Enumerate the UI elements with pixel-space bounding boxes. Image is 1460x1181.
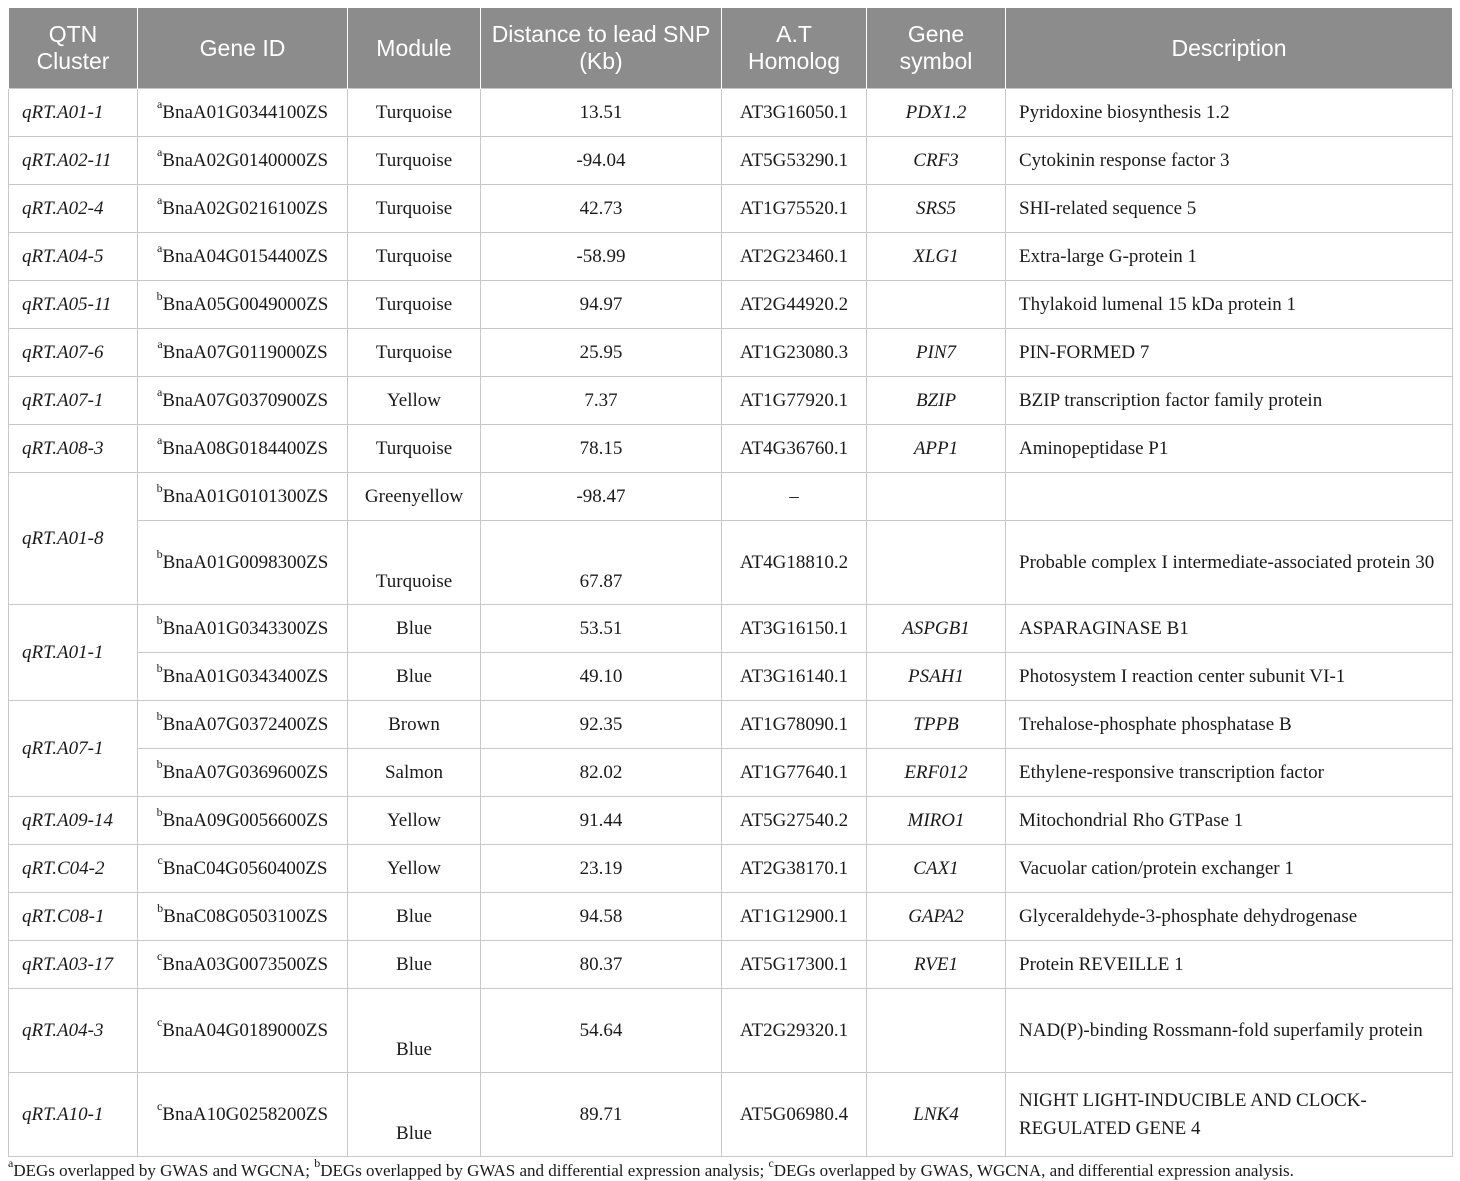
table-row bbox=[9, 797, 1453, 845]
gene-id: BnaA07G0119000ZS bbox=[162, 341, 328, 363]
cluster-cell: qRT.C04-2 bbox=[9, 845, 138, 893]
table-row bbox=[9, 653, 1453, 701]
symbol-cell bbox=[867, 521, 1006, 605]
description-cell: NIGHT LIGHT-INDUCIBLE AND CLOCK-REGULATED GENE 4 bbox=[1006, 1073, 1453, 1157]
header-cluster: QTN Cluster bbox=[9, 8, 138, 89]
distance-cell: 94.97 bbox=[481, 281, 722, 329]
module-cell: Yellow bbox=[348, 797, 481, 845]
cluster-cell: qRT.A02-4 bbox=[9, 185, 138, 233]
module-cell: Blue bbox=[348, 893, 481, 941]
gene-id-cell bbox=[138, 989, 348, 1073]
gene-superscript: a bbox=[156, 145, 163, 160]
gene-superscript: a bbox=[156, 97, 163, 112]
table-row bbox=[9, 185, 1453, 233]
gene-id-cell bbox=[138, 89, 348, 137]
description-cell: Aminopeptidase P1 bbox=[1006, 425, 1453, 473]
symbol-cell: SRS5 bbox=[867, 185, 1006, 233]
gene-id: BnaA08G0184400ZS bbox=[162, 437, 329, 459]
gene-id-cell bbox=[138, 377, 348, 425]
description-cell: Vacuolar cation/protein exchanger 1 bbox=[1006, 845, 1453, 893]
module-cell: Blue bbox=[348, 1073, 481, 1157]
gene-id-cell bbox=[138, 749, 348, 797]
symbol-cell: RVE1 bbox=[867, 941, 1006, 989]
module-cell: Turquoise bbox=[348, 329, 481, 377]
footnote-mark-a: a bbox=[8, 1156, 14, 1171]
homolog-cell: AT4G36760.1 bbox=[722, 425, 867, 473]
symbol-cell: PSAH1 bbox=[867, 653, 1006, 701]
gene-id-cell bbox=[138, 521, 348, 605]
footnote-b: DEGs overlapped by GWAS and differential expression analysis; bbox=[320, 1161, 769, 1180]
header-homolog: A.T Homolog bbox=[722, 8, 867, 89]
homolog-cell: AT2G44920.2 bbox=[722, 281, 867, 329]
cluster-cell: qRT.A07-1 bbox=[9, 701, 138, 797]
distance-cell: -94.04 bbox=[481, 137, 722, 185]
description-cell: Extra-large G-protein 1 bbox=[1006, 233, 1453, 281]
description-cell bbox=[1006, 473, 1453, 521]
gene-id-cell bbox=[138, 605, 348, 653]
table-row bbox=[9, 701, 1453, 749]
gene-superscript: b bbox=[156, 709, 163, 724]
homolog-cell: AT1G77920.1 bbox=[722, 377, 867, 425]
distance-cell: 53.51 bbox=[481, 605, 722, 653]
gene-id: BnaA04G0154400ZS bbox=[162, 245, 329, 267]
gene-superscript: b bbox=[156, 547, 163, 562]
gene-id: BnaA04G0189000ZS bbox=[162, 1019, 329, 1041]
distance-cell: 80.37 bbox=[481, 941, 722, 989]
table-row bbox=[9, 749, 1453, 797]
distance-cell: 54.64 bbox=[481, 989, 722, 1073]
module-cell: Blue bbox=[348, 605, 481, 653]
symbol-cell: ERF012 bbox=[867, 749, 1006, 797]
homolog-cell: – bbox=[722, 473, 867, 521]
module-cell: Turquoise bbox=[348, 185, 481, 233]
homolog-cell: AT2G38170.1 bbox=[722, 845, 867, 893]
gene-id-cell bbox=[138, 425, 348, 473]
gene-id-cell bbox=[138, 281, 348, 329]
header-distance: Distance to lead SNP (Kb) bbox=[481, 8, 722, 89]
cluster-cell: qRT.A05-11 bbox=[9, 281, 138, 329]
gene-id: BnaA01G0343400ZS bbox=[162, 665, 329, 687]
gene-superscript: a bbox=[156, 241, 163, 256]
cluster-cell: qRT.A04-3 bbox=[9, 989, 138, 1073]
gene-id-cell bbox=[138, 797, 348, 845]
symbol-cell: ASPGB1 bbox=[867, 605, 1006, 653]
symbol-cell: CAX1 bbox=[867, 845, 1006, 893]
homolog-cell: AT4G18810.2 bbox=[722, 521, 867, 605]
distance-cell: 78.15 bbox=[481, 425, 722, 473]
header-module: Module bbox=[348, 8, 481, 89]
gene-id: BnaA03G0073500ZS bbox=[162, 953, 329, 975]
homolog-cell: AT3G16150.1 bbox=[722, 605, 867, 653]
gene-id-cell bbox=[138, 185, 348, 233]
table-footnote bbox=[8, 1156, 1452, 1181]
module-cell: Turquoise bbox=[348, 521, 481, 605]
table-row bbox=[9, 425, 1453, 473]
homolog-cell: AT2G23460.1 bbox=[722, 233, 867, 281]
table-row bbox=[9, 941, 1453, 989]
symbol-cell: MIRO1 bbox=[867, 797, 1006, 845]
symbol-cell bbox=[867, 281, 1006, 329]
header-description: Description bbox=[1006, 8, 1453, 89]
module-cell: Yellow bbox=[348, 377, 481, 425]
gene-superscript: a bbox=[156, 385, 163, 400]
cluster-cell: qRT.C08-1 bbox=[9, 893, 138, 941]
description-cell: NAD(P)-binding Rossmann-fold superfamily protein bbox=[1006, 989, 1453, 1073]
module-cell: Blue bbox=[348, 941, 481, 989]
homolog-cell: AT3G16140.1 bbox=[722, 653, 867, 701]
distance-cell: -58.99 bbox=[481, 233, 722, 281]
footnote-c: DEGs overlapped by GWAS, WGCNA, and differential expression analysis. bbox=[773, 1161, 1294, 1180]
gene-id: BnaA01G0344100ZS bbox=[162, 101, 329, 123]
gene-id: BnaC04G0560400ZS bbox=[162, 857, 328, 879]
distance-cell: 7.37 bbox=[481, 377, 722, 425]
module-cell: Salmon bbox=[348, 749, 481, 797]
gene-superscript: b bbox=[156, 613, 163, 628]
gene-superscript: c bbox=[157, 853, 163, 868]
header-row bbox=[9, 8, 1453, 89]
description-cell: Mitochondrial Rho GTPase 1 bbox=[1006, 797, 1453, 845]
symbol-cell: LNK4 bbox=[867, 1073, 1006, 1157]
gene-id-cell bbox=[138, 473, 348, 521]
gene-id-cell bbox=[138, 233, 348, 281]
table-row bbox=[9, 1073, 1453, 1157]
distance-cell: 42.73 bbox=[481, 185, 722, 233]
homolog-cell: AT2G29320.1 bbox=[722, 989, 867, 1073]
symbol-cell bbox=[867, 473, 1006, 521]
description-cell: Glyceraldehyde-3-phosphate dehydrogenase bbox=[1006, 893, 1453, 941]
gene-superscript: c bbox=[156, 1015, 163, 1030]
description-cell: Cytokinin response factor 3 bbox=[1006, 137, 1453, 185]
symbol-cell: GAPA2 bbox=[867, 893, 1006, 941]
table-row bbox=[9, 89, 1453, 137]
gene-id: BnaA02G0216100ZS bbox=[162, 197, 329, 219]
footnote-mark-c: c bbox=[768, 1156, 774, 1171]
gene-id-cell bbox=[138, 893, 348, 941]
description-cell: Photosystem I reaction center subunit VI-1 bbox=[1006, 653, 1453, 701]
gene-id-cell bbox=[138, 329, 348, 377]
description-cell: Trehalose-phosphate phosphatase B bbox=[1006, 701, 1453, 749]
gene-id-cell bbox=[138, 1073, 348, 1157]
footnote-mark-b: b bbox=[314, 1156, 321, 1171]
distance-cell: -98.47 bbox=[481, 473, 722, 521]
homolog-cell: AT1G77640.1 bbox=[722, 749, 867, 797]
table-row bbox=[9, 893, 1453, 941]
gene-id: BnaA05G0049000ZS bbox=[162, 293, 329, 315]
homolog-cell: AT3G16050.1 bbox=[722, 89, 867, 137]
table-row bbox=[9, 233, 1453, 281]
cluster-cell: qRT.A03-17 bbox=[9, 941, 138, 989]
table-container bbox=[8, 8, 1452, 1181]
table-row bbox=[9, 605, 1453, 653]
cluster-cell: qRT.A04-5 bbox=[9, 233, 138, 281]
gene-superscript: b bbox=[156, 289, 163, 304]
module-cell: Turquoise bbox=[348, 137, 481, 185]
gene-superscript: c bbox=[156, 1099, 163, 1114]
gene-id: BnaA09G0056600ZS bbox=[162, 809, 329, 831]
table-row bbox=[9, 473, 1453, 521]
cluster-cell: qRT.A07-6 bbox=[9, 329, 138, 377]
description-cell: BZIP transcription factor family protein bbox=[1006, 377, 1453, 425]
table-row bbox=[9, 521, 1453, 605]
homolog-cell: AT5G53290.1 bbox=[722, 137, 867, 185]
gene-id: BnaA02G0140000ZS bbox=[162, 149, 329, 171]
distance-cell: 92.35 bbox=[481, 701, 722, 749]
gene-superscript: b bbox=[156, 757, 163, 772]
homolog-cell: AT1G12900.1 bbox=[722, 893, 867, 941]
gene-superscript: a bbox=[156, 433, 163, 448]
symbol-cell: CRF3 bbox=[867, 137, 1006, 185]
gene-superscript: c bbox=[156, 949, 163, 964]
gene-id: BnaC08G0503100ZS bbox=[163, 905, 328, 927]
table-row bbox=[9, 845, 1453, 893]
header-gene-id: Gene ID bbox=[138, 8, 348, 89]
description-cell: SHI-related sequence 5 bbox=[1006, 185, 1453, 233]
cluster-cell: qRT.A02-11 bbox=[9, 137, 138, 185]
module-cell: Turquoise bbox=[348, 281, 481, 329]
description-cell: PIN-FORMED 7 bbox=[1006, 329, 1453, 377]
distance-cell: 67.87 bbox=[481, 521, 722, 605]
table-row bbox=[9, 377, 1453, 425]
cluster-cell: qRT.A09-14 bbox=[9, 797, 138, 845]
distance-cell: 49.10 bbox=[481, 653, 722, 701]
module-cell: Turquoise bbox=[348, 89, 481, 137]
gene-id-cell bbox=[138, 701, 348, 749]
homolog-cell: AT1G75520.1 bbox=[722, 185, 867, 233]
distance-cell: 25.95 bbox=[481, 329, 722, 377]
gene-id: BnaA01G0098300ZS bbox=[162, 551, 329, 573]
module-cell: Yellow bbox=[348, 845, 481, 893]
module-cell: Turquoise bbox=[348, 233, 481, 281]
symbol-cell: TPPB bbox=[867, 701, 1006, 749]
homolog-cell: AT5G27540.2 bbox=[722, 797, 867, 845]
gene-id: BnaA01G0101300ZS bbox=[162, 485, 329, 507]
distance-cell: 13.51 bbox=[481, 89, 722, 137]
description-cell: Thylakoid lumenal 15 kDa protein 1 bbox=[1006, 281, 1453, 329]
header-symbol: Gene symbol bbox=[867, 8, 1006, 89]
gene-id: BnaA07G0372400ZS bbox=[162, 713, 329, 735]
gene-id-cell bbox=[138, 137, 348, 185]
description-cell: Pyridoxine biosynthesis 1.2 bbox=[1006, 89, 1453, 137]
gene-table bbox=[8, 8, 1453, 1157]
distance-cell: 82.02 bbox=[481, 749, 722, 797]
footnote-a: DEGs overlapped by GWAS and WGCNA; bbox=[13, 1161, 315, 1180]
module-cell: Greenyellow bbox=[348, 473, 481, 521]
homolog-cell: AT5G06980.4 bbox=[722, 1073, 867, 1157]
table-row bbox=[9, 281, 1453, 329]
gene-superscript: a bbox=[156, 193, 163, 208]
gene-superscript: b bbox=[157, 901, 164, 916]
symbol-cell: PIN7 bbox=[867, 329, 1006, 377]
cluster-cell: qRT.A07-1 bbox=[9, 377, 138, 425]
cluster-cell: qRT.A01-1 bbox=[9, 89, 138, 137]
symbol-cell: BZIP bbox=[867, 377, 1006, 425]
gene-superscript: a bbox=[157, 337, 163, 352]
gene-id: BnaA01G0343300ZS bbox=[162, 617, 329, 639]
gene-id-cell bbox=[138, 845, 348, 893]
symbol-cell: PDX1.2 bbox=[867, 89, 1006, 137]
gene-superscript: b bbox=[156, 661, 163, 676]
gene-id-cell bbox=[138, 941, 348, 989]
module-cell: Blue bbox=[348, 989, 481, 1073]
gene-id: BnaA07G0369600ZS bbox=[162, 761, 329, 783]
symbol-cell bbox=[867, 989, 1006, 1073]
table-row bbox=[9, 329, 1453, 377]
table-row bbox=[9, 989, 1453, 1073]
module-cell: Brown bbox=[348, 701, 481, 749]
symbol-cell: XLG1 bbox=[867, 233, 1006, 281]
description-cell: Probable complex I intermediate-associated protein 30 bbox=[1006, 521, 1453, 605]
description-cell: Protein REVEILLE 1 bbox=[1006, 941, 1453, 989]
homolog-cell: AT1G23080.3 bbox=[722, 329, 867, 377]
homolog-cell: AT1G78090.1 bbox=[722, 701, 867, 749]
gene-id: BnaA07G0370900ZS bbox=[162, 389, 329, 411]
cluster-cell: qRT.A08-3 bbox=[9, 425, 138, 473]
description-cell: Ethylene-responsive transcription factor bbox=[1006, 749, 1453, 797]
distance-cell: 91.44 bbox=[481, 797, 722, 845]
distance-cell: 23.19 bbox=[481, 845, 722, 893]
homolog-cell: AT5G17300.1 bbox=[722, 941, 867, 989]
table-row bbox=[9, 137, 1453, 185]
symbol-cell: APP1 bbox=[867, 425, 1006, 473]
distance-cell: 94.58 bbox=[481, 893, 722, 941]
module-cell: Blue bbox=[348, 653, 481, 701]
cluster-cell: qRT.A01-1 bbox=[9, 605, 138, 701]
module-cell: Turquoise bbox=[348, 425, 481, 473]
gene-superscript: b bbox=[156, 805, 163, 820]
gene-id-cell bbox=[138, 653, 348, 701]
distance-cell: 89.71 bbox=[481, 1073, 722, 1157]
gene-superscript: b bbox=[156, 481, 163, 496]
cluster-cell: qRT.A10-1 bbox=[9, 1073, 138, 1157]
cluster-cell: qRT.A01-8 bbox=[9, 473, 138, 605]
gene-id: BnaA10G0258200ZS bbox=[162, 1103, 329, 1125]
description-cell: ASPARAGINASE B1 bbox=[1006, 605, 1453, 653]
